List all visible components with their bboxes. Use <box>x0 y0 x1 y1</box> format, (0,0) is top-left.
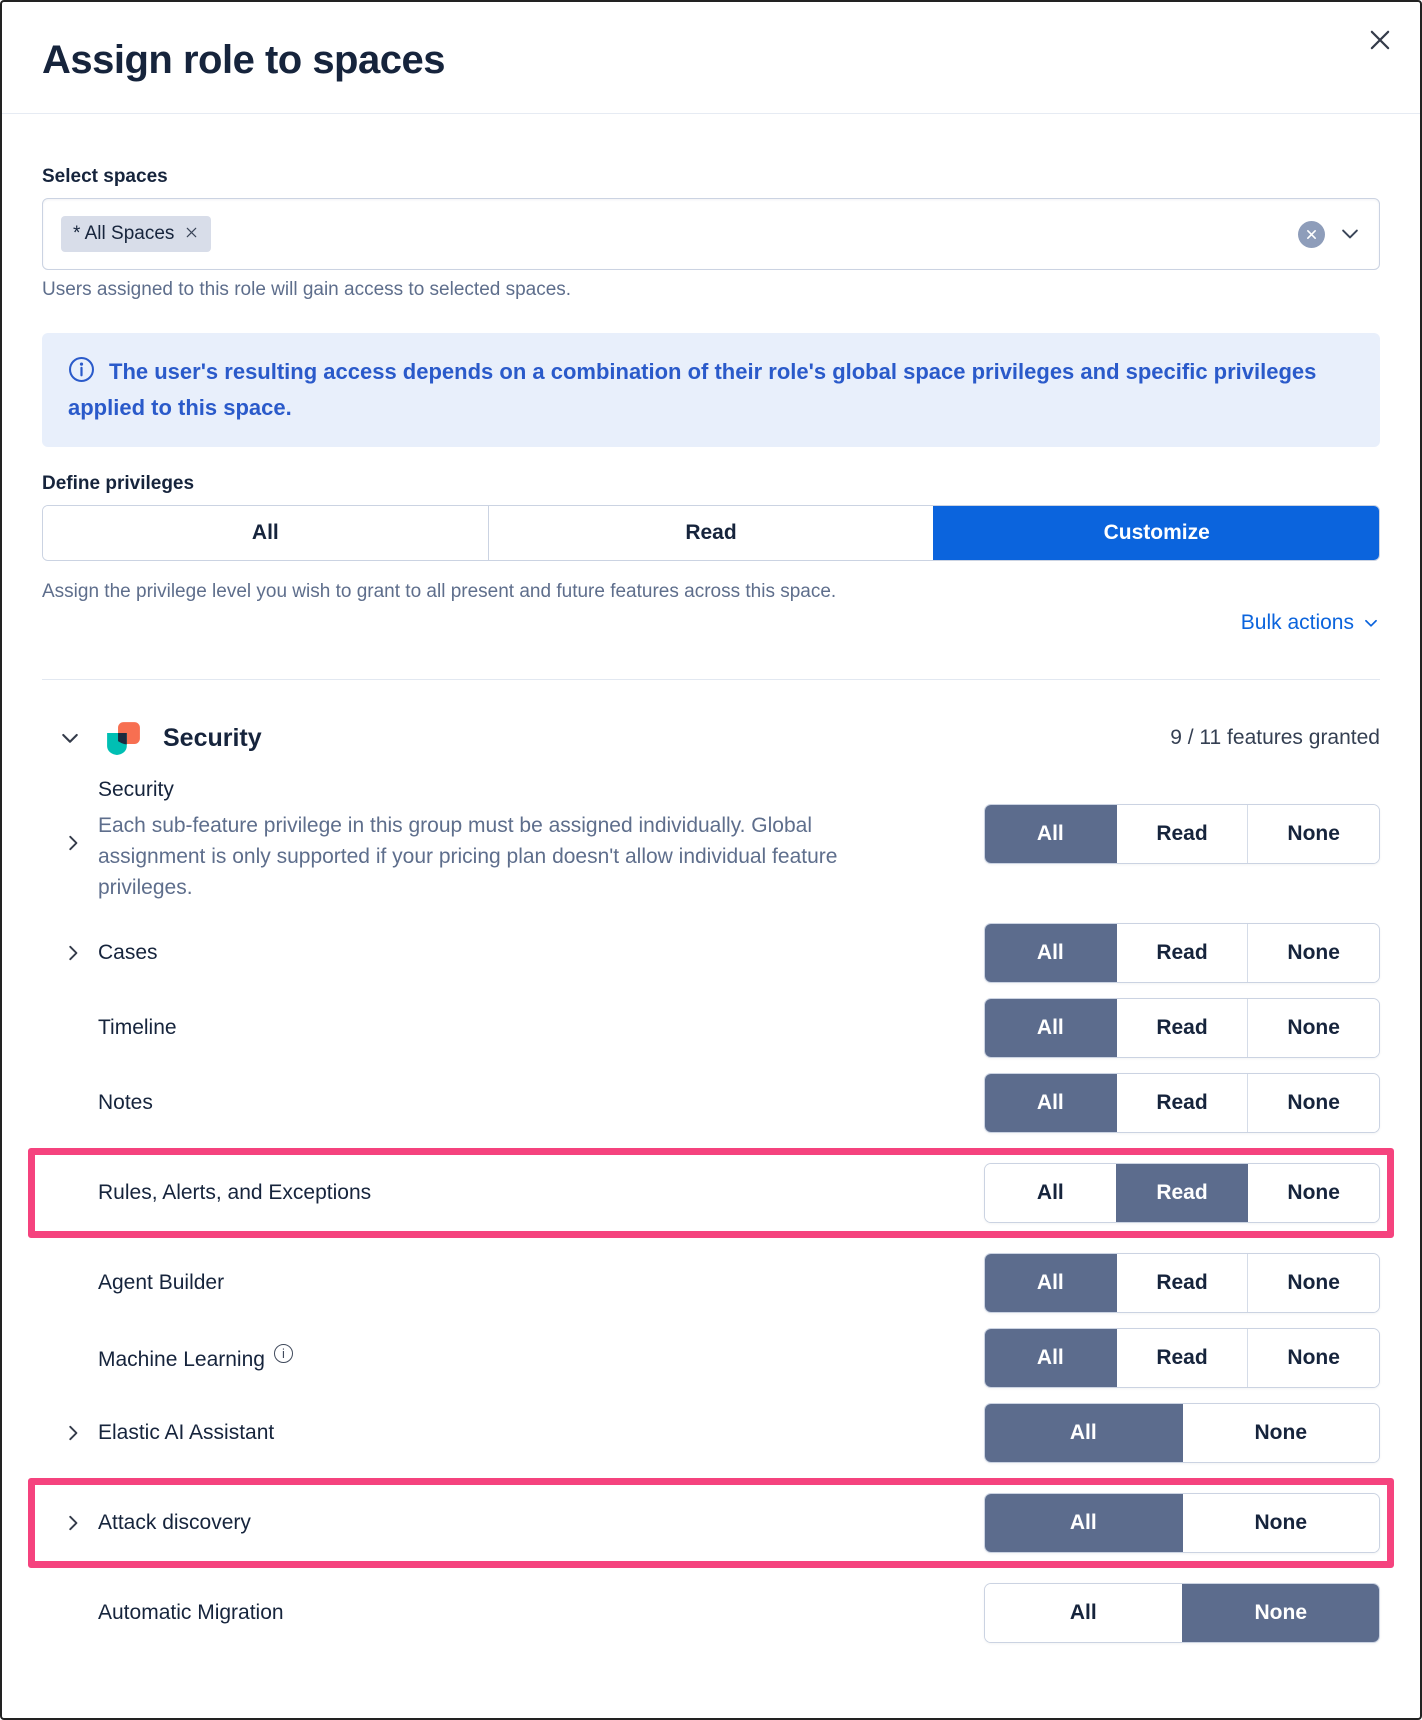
feature-row-timeline <box>42 998 1380 1058</box>
privilege-option-all[interactable]: All <box>985 1329 1116 1387</box>
privilege-option-none[interactable]: None <box>1247 805 1379 863</box>
feature-label: Automatic Migration <box>98 1601 284 1624</box>
privilege-option-all[interactable]: All <box>985 924 1116 982</box>
feature-row-left <box>42 1344 984 1372</box>
privilege-button-group <box>984 1163 1380 1223</box>
clear-selection-button[interactable] <box>1298 221 1325 248</box>
chevron-right-icon[interactable] <box>60 1420 86 1446</box>
privilege-option-all[interactable]: All <box>43 506 488 560</box>
page-title: Assign role to spaces <box>42 38 445 82</box>
privilege-option-none[interactable]: None <box>1182 1404 1380 1462</box>
feature-row-left <box>42 778 984 903</box>
privilege-option-read[interactable]: Read <box>1116 1074 1248 1132</box>
privilege-help-text: Assign the privilege level you wish to grant to all present and future features across this space. <box>42 581 837 602</box>
selected-space-pill[interactable] <box>61 216 211 252</box>
privilege-option-all[interactable]: All <box>985 999 1116 1057</box>
spaces-combobox[interactable] <box>42 198 1380 270</box>
dialog-header <box>2 2 1420 114</box>
privilege-option-all[interactable]: All <box>985 1404 1182 1462</box>
privilege-level-button-group <box>42 505 1380 561</box>
feature-row-cases <box>42 923 1380 983</box>
privilege-option-none[interactable]: None <box>1247 924 1379 982</box>
bulk-actions-button[interactable] <box>1241 611 1380 635</box>
privilege-option-all[interactable]: All <box>985 1164 1116 1222</box>
feature-row-machine-learning <box>42 1328 1380 1388</box>
close-icon <box>1367 27 1393 53</box>
privilege-option-none[interactable]: None <box>1182 1494 1380 1552</box>
bulk-actions-row <box>42 611 1380 635</box>
feature-rows-list <box>42 778 1380 1678</box>
privilege-option-none[interactable]: None <box>1247 1164 1379 1222</box>
feature-row-agent-builder <box>42 1253 1380 1313</box>
feature-row-left <box>42 1601 984 1625</box>
privilege-option-read[interactable]: Read <box>488 506 934 560</box>
highlight-box <box>28 1478 1394 1568</box>
feature-row-left <box>42 1271 984 1295</box>
feature-label: Agent Builder <box>98 1271 225 1294</box>
dialog-body <box>2 166 1420 1678</box>
feature-label: Security <box>98 778 174 801</box>
privilege-option-read[interactable]: Read <box>1116 805 1248 863</box>
privilege-button-group <box>984 1328 1380 1388</box>
chevron-down-icon <box>1362 614 1380 632</box>
privilege-button-group <box>984 1253 1380 1313</box>
feature-description: Each sub-feature privilege in this group must be assigned individually. Global assignment is only supported if your pricing plan doesn't allow individual feature privileges. <box>98 814 838 899</box>
privilege-option-read[interactable]: Read <box>1116 924 1248 982</box>
section-divider <box>42 679 1380 680</box>
feature-label: Attack discovery <box>98 1511 251 1534</box>
info-icon <box>68 356 95 383</box>
privilege-option-none[interactable]: None <box>1247 999 1379 1057</box>
feature-row-left <box>42 1421 984 1445</box>
privilege-option-read[interactable]: Read <box>1116 1164 1248 1222</box>
close-button[interactable] <box>1362 22 1398 58</box>
privilege-button-group <box>984 1073 1380 1133</box>
feature-row-attack-discovery <box>42 1493 1380 1553</box>
chevron-right-icon[interactable] <box>60 940 86 966</box>
feature-label: Timeline <box>98 1016 177 1039</box>
chevron-down-icon[interactable] <box>1339 223 1361 245</box>
feature-row-security <box>42 778 1380 903</box>
feature-row-notes <box>42 1073 1380 1133</box>
security-section-header <box>42 716 1380 760</box>
privilege-option-none[interactable]: None <box>1247 1329 1379 1387</box>
info-callout <box>42 333 1380 447</box>
privilege-option-all[interactable]: All <box>985 1494 1182 1552</box>
feature-label: Elastic AI Assistant <box>98 1421 275 1444</box>
feature-row-left <box>42 941 984 965</box>
privilege-option-read[interactable]: Read <box>1116 1254 1248 1312</box>
privilege-option-all[interactable]: All <box>985 1254 1116 1312</box>
privilege-button-group <box>984 804 1380 864</box>
privilege-button-group <box>984 998 1380 1058</box>
feature-row-automatic-migration <box>42 1583 1380 1643</box>
security-section-title: Security <box>163 723 262 752</box>
define-privileges-label: Define privileges <box>42 473 195 494</box>
pill-remove-icon[interactable] <box>184 225 199 244</box>
privilege-option-read[interactable]: Read <box>1116 1329 1248 1387</box>
clear-icon <box>1305 228 1318 241</box>
feature-label: Rules, Alerts, and Exceptions <box>98 1181 372 1204</box>
privilege-option-all[interactable]: All <box>985 805 1116 863</box>
feature-label: Cases <box>98 941 158 964</box>
privilege-option-all[interactable]: All <box>985 1074 1116 1132</box>
privilege-option-none[interactable]: None <box>1247 1254 1379 1312</box>
feature-row-left <box>42 1091 984 1115</box>
spaces-help-text: Users assigned to this role will gain access to selected spaces. <box>42 279 572 300</box>
privilege-option-none[interactable]: None <box>1182 1584 1380 1642</box>
security-shield-icon <box>106 721 141 756</box>
bulk-actions-label: Bulk actions <box>1240 611 1354 634</box>
chevron-right-icon[interactable] <box>60 1510 86 1536</box>
info-callout-text: The user's resulting access depends on a combination of their role's global space privileges and specific privileges applied to this space. <box>68 359 1317 420</box>
privilege-option-all[interactable]: All <box>985 1584 1182 1642</box>
privilege-button-group <box>984 1403 1380 1463</box>
feature-label: Machine Learning <box>98 1348 265 1371</box>
feature-row-left <box>42 1016 984 1040</box>
info-icon[interactable]: i <box>274 1344 293 1363</box>
selected-space-pill-label: * All Spaces <box>73 223 175 244</box>
select-spaces-label: Select spaces <box>42 166 168 187</box>
collapse-section-chevron-down-icon[interactable] <box>56 724 84 752</box>
feature-row-left <box>42 1181 984 1205</box>
privilege-button-group <box>984 1583 1380 1643</box>
feature-row-elastic-ai-assistant <box>42 1403 1380 1463</box>
privilege-option-none[interactable]: None <box>1247 1074 1379 1132</box>
privilege-option-read[interactable]: Read <box>1116 999 1248 1057</box>
privilege-option-customize[interactable]: Customize <box>933 506 1379 560</box>
privilege-button-group <box>984 923 1380 983</box>
feature-label: Notes <box>98 1091 153 1114</box>
feature-row-rules-alerts-and-exceptions <box>42 1163 1380 1223</box>
feature-row-left <box>42 1511 984 1535</box>
privilege-button-group <box>984 1493 1380 1553</box>
features-granted-summary: 9 / 11 features granted <box>1170 726 1380 749</box>
highlight-box <box>28 1148 1394 1238</box>
chevron-right-icon[interactable] <box>60 830 86 856</box>
